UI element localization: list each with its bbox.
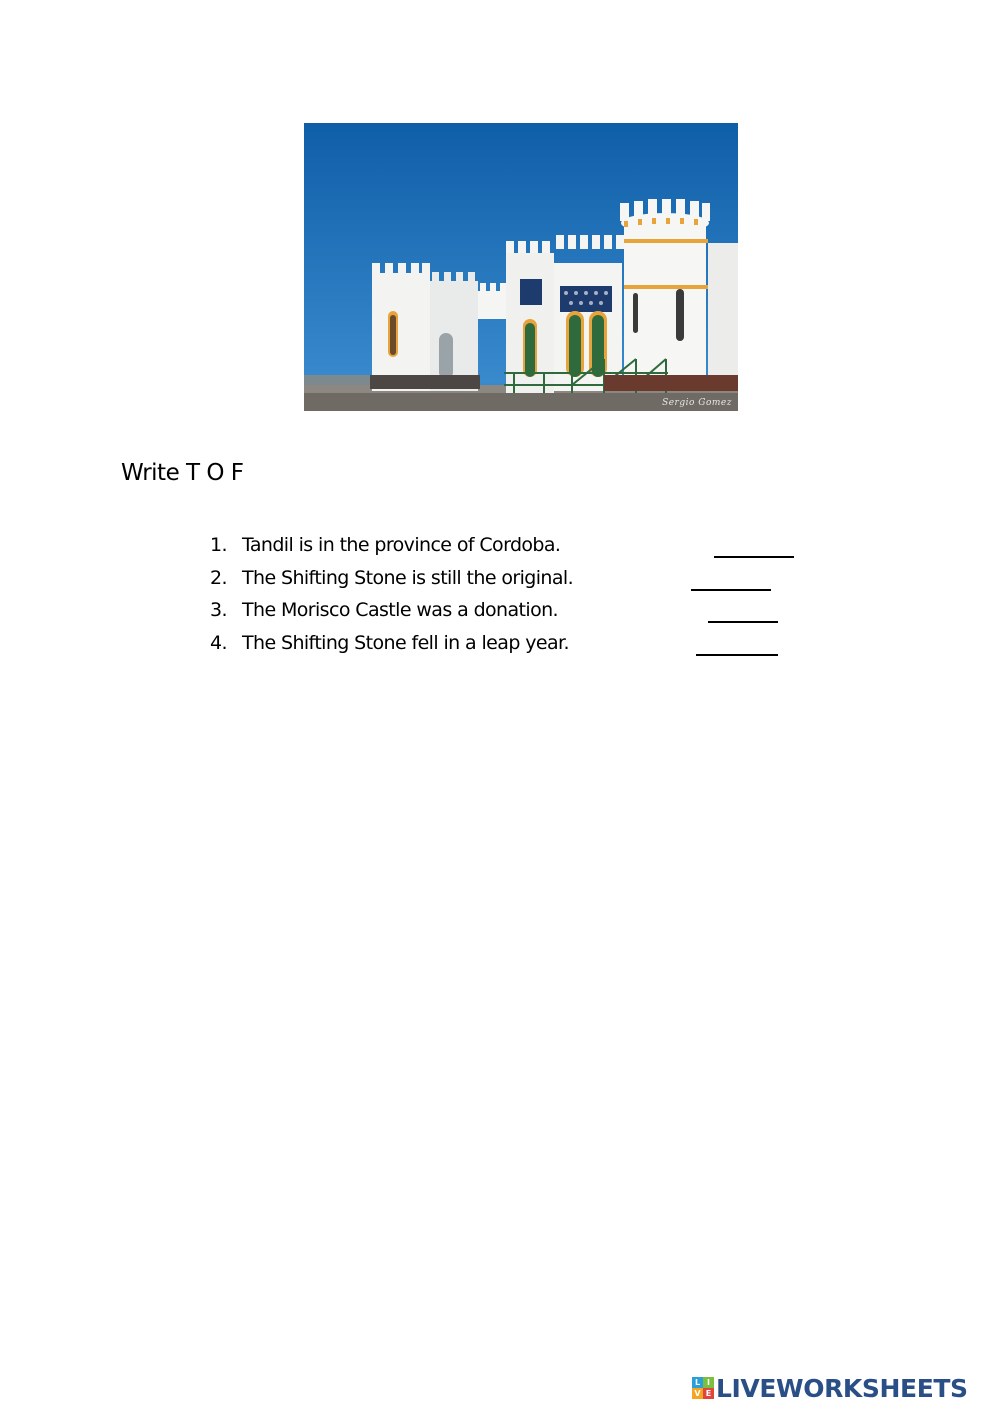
question-text: The Shifting Stone is still the original.: [242, 566, 574, 589]
logo-letter: V: [692, 1388, 703, 1399]
question-text: Tandil is in the province of Cordoba.: [242, 534, 561, 556]
logo-letter: L: [692, 1377, 703, 1388]
question-number: 4.: [210, 631, 227, 654]
castle-photo: [304, 123, 738, 411]
logo-letter: E: [703, 1388, 714, 1399]
logo-text: LIVEWORKSHEETS: [716, 1373, 968, 1403]
question-number: 1.: [210, 534, 227, 556]
question-text: The Morisco Castle was a donation.: [242, 599, 558, 621]
instruction-heading: Write T O F: [121, 460, 244, 486]
answer-blank[interactable]: [708, 621, 778, 623]
logo-mark-icon: [692, 1377, 714, 1399]
photo-watermark: Sergio Gomez: [662, 398, 732, 408]
answer-blank[interactable]: [714, 556, 794, 558]
question-number: 3.: [210, 599, 227, 621]
answer-blank[interactable]: [691, 589, 771, 591]
question-text: The Shifting Stone fell in a leap year.: [242, 631, 569, 654]
castle-illustration: [304, 123, 738, 411]
logo-letter: I: [703, 1377, 714, 1388]
answer-blank[interactable]: [696, 654, 778, 656]
question-number: 2.: [210, 566, 227, 589]
liveworksheets-logo: [692, 1373, 968, 1403]
